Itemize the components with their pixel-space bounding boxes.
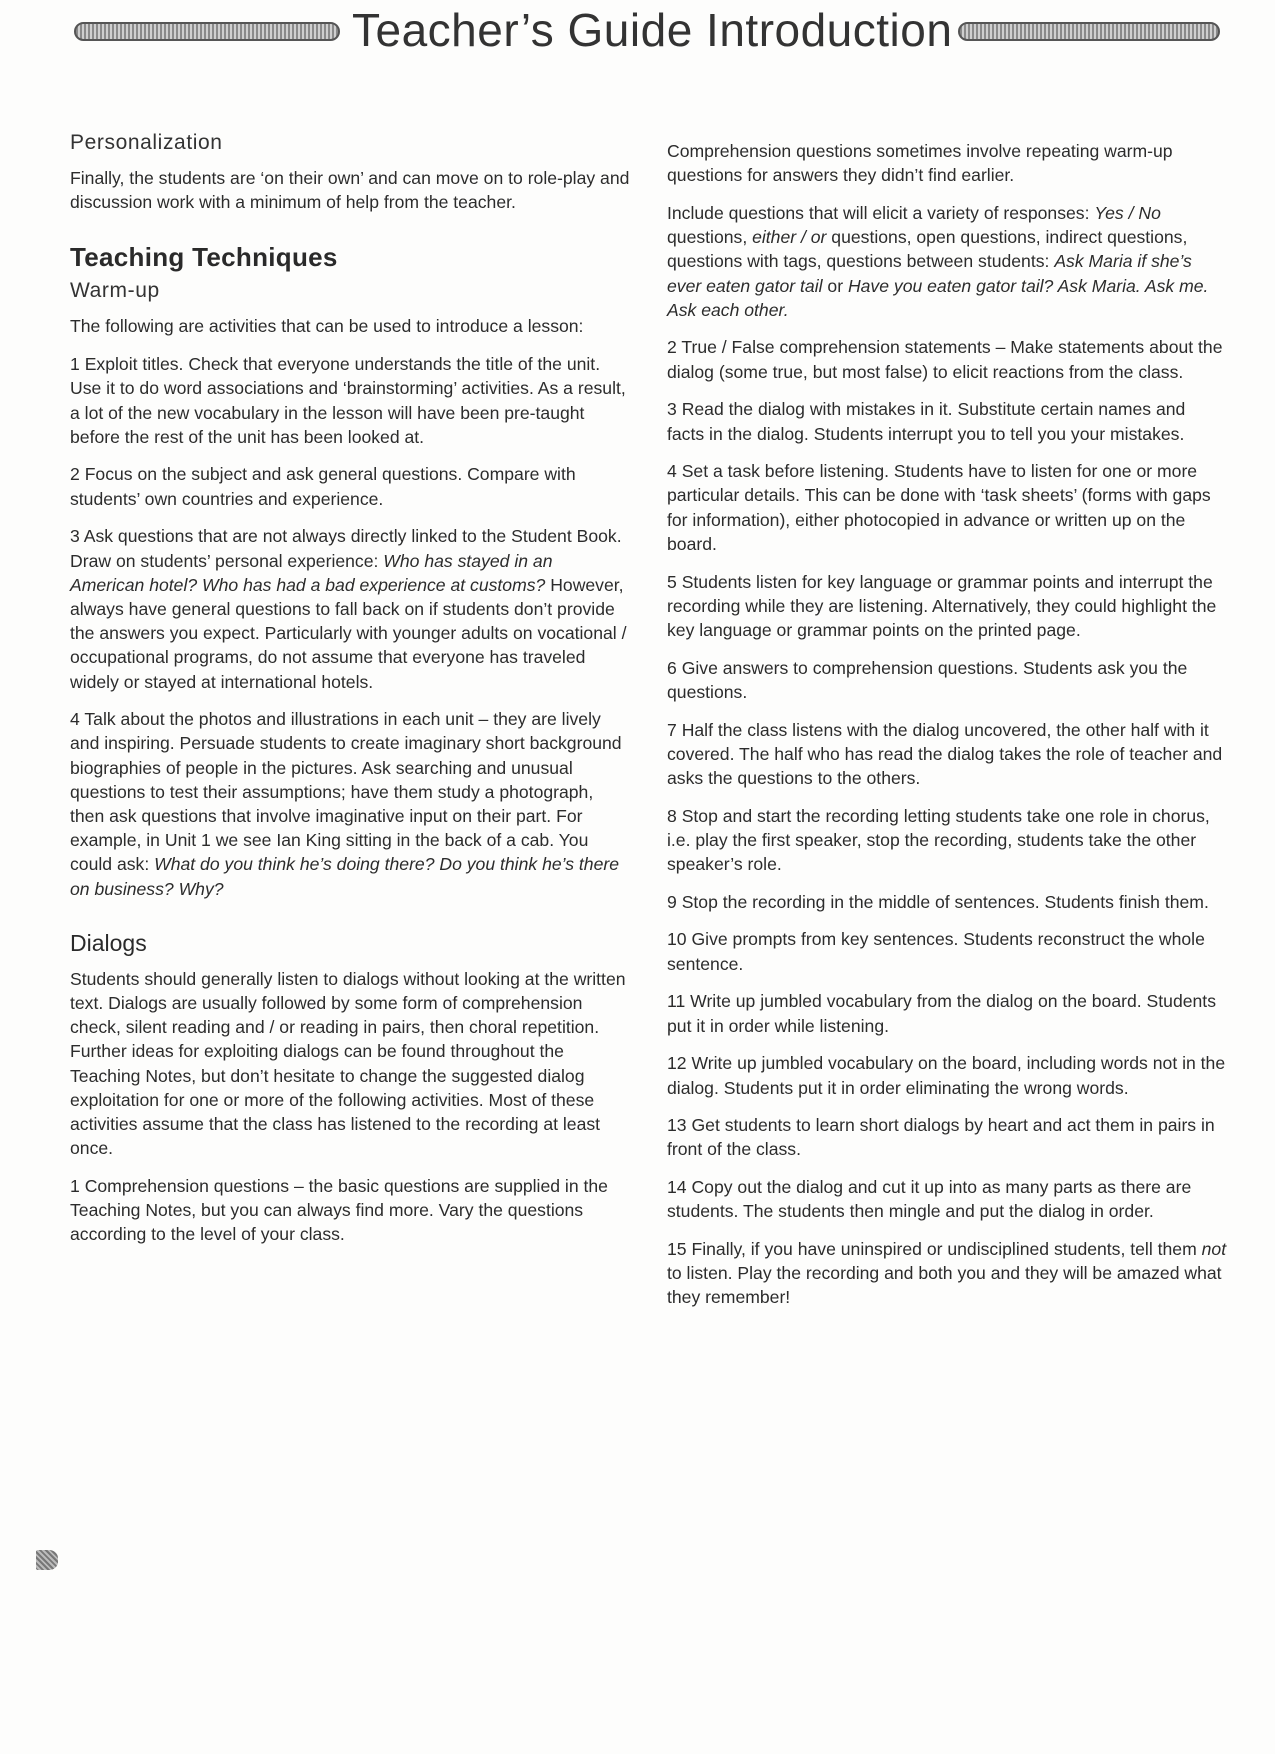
item-number: 3 — [70, 526, 80, 547]
dialogs-item — [667, 1113, 1227, 1161]
item-text: Give answers to comprehension questions. Students ask you the questions. — [667, 657, 1188, 702]
item-number: 8 — [667, 805, 677, 826]
item-italic-text: not — [1201, 1239, 1227, 1260]
personalization-text: Finally, the students are ‘on their own’ and can move on to role-play and discussion work with a minimum of help from the teacher. — [70, 168, 630, 213]
item-text: Comprehension questions – the basic questions are supplied in the Teaching Notes, but you can always find more. Vary the questions according to the level of your class. — [70, 1176, 608, 1245]
item-text: Ask questions that are not always directly linked to the Student Book. Draw on students’ personal experience: — [70, 526, 622, 571]
italic-run: Have you eaten gator tail? Ask Maria. Ask me. Ask each other. — [667, 275, 1209, 320]
warmup-item — [70, 524, 630, 693]
dialogs-item — [667, 927, 1227, 975]
item-text: Finally, if you have uninspired or undisciplined students, tell them — [691, 1239, 1202, 1260]
dialogs-item — [667, 1051, 1227, 1099]
page-corner-mark-icon — [36, 1550, 58, 1570]
dialogs-item — [667, 656, 1227, 704]
item-number: 4 — [70, 709, 80, 730]
warmup-item — [70, 462, 630, 510]
item-number: 13 — [667, 1115, 687, 1136]
item-number: 1 — [70, 1176, 80, 1196]
dialogs-text: Students should generally listen to dialogs without looking at the written text. Dialogs are usually followed by some form of comprehension check, silent reading and / or reading in pairs, then choral repetition. Further ideas for exploiting dialogs can be found throughout the Teaching Notes, but don’t hesitate to change the suggested dialog exploitation for one or more of the following activities. Most of these activities assume that the class has listened to the recording at least once. — [70, 968, 626, 1159]
item-text: Stop and start the recording letting students take one role in chorus, i.e. play the first speaker, stop the recording, students take the other speaker’s role. — [667, 805, 1210, 875]
item-number: 9 — [667, 891, 677, 912]
item-text: However, always have general questions to fall back on if students don’t provide the answers you expect. Particularly with younger adults on vocational / occupational programs, do not assume that everyone has traveled widely or stayed at international hotels. — [70, 574, 627, 692]
item-italic-text: What do you think he’s doing there? Do you think he’s there on business? Why? — [70, 854, 620, 899]
dialogs-heading: Dialogs — [70, 929, 147, 956]
item-number: 3 — [667, 399, 677, 420]
warmup-item — [70, 707, 630, 901]
item-text: to listen. Play the recording and both you and they will be amazed what they remember! — [667, 1263, 1222, 1308]
item-text: Set a task before listening. Students have to listen for one or more particular details. This can be done with ‘task sheets’ (forms with gaps for information), either photocopied in advance or written up on the board. — [667, 461, 1211, 554]
item-text: Write up jumbled vocabulary on the board, including words not in the dialog. Students put it in order eliminating the wrong words. — [667, 1053, 1226, 1098]
item-number: 11 — [667, 991, 686, 1012]
warmup-intro: The following are activities that can be used to introduce a lesson: — [70, 316, 584, 337]
item-number: 10 — [667, 929, 687, 950]
text-run: or — [822, 275, 848, 296]
item-number: 2 — [70, 464, 80, 485]
item-number: 1 — [70, 354, 80, 375]
item-text: Get students to learn short dialogs by heart and act them in pairs in front of the class. — [667, 1115, 1215, 1160]
item-number: 4 — [667, 461, 677, 482]
text-run: questions, open questions, indirect questions, questions with tags, questions between students: — [667, 227, 1188, 272]
item-number: 15 — [667, 1239, 687, 1260]
decorative-bar-right — [958, 22, 1220, 41]
text-run: Include questions that will elicit a variety of responses: — [667, 202, 1095, 223]
warmup-item — [70, 352, 630, 449]
right-column — [667, 139, 1227, 1323]
item-text: Students listen for key language or grammar points and interrupt the recording while they are listening. Alternatively, they could highlight the key language or grammar points on the printed page. — [667, 571, 1217, 640]
item-number: 7 — [667, 719, 677, 740]
dialogs-item — [667, 1237, 1227, 1310]
dialogs-item — [70, 1174, 630, 1247]
teaching-techniques-heading: Teaching Techniques — [70, 242, 338, 273]
dialogs-item — [667, 890, 1227, 914]
item-text: Talk about the photos and illustrations in each unit – they are lively and inspiring. Persuade students to create imaginary short background biographies of people in the pictures. Ask searching and unusual questions to test their assumptions; have them study a photograph, then ask questions that involve imaginative input on their part. For example, in Unit 1 we see Ian King sitting in the back of a cab. You could ask: — [70, 709, 622, 875]
item-number: 5 — [667, 571, 677, 592]
personalization-heading: Personalization — [70, 131, 223, 154]
item-text: Exploit titles. Check that everyone understands the title of the unit. Use it to do word associations and ‘brainstorming’ activities. As a result, a lot of the new vocabulary in the lesson will have been pre-taught before the rest of the unit has been looked at. — [70, 354, 626, 447]
question-variety-text — [667, 201, 1227, 322]
warmup-heading: Warm-up — [70, 279, 160, 303]
item-text: True / False comprehension statements – Make statements about the dialog (some true, but most false) to elicit reactions from the class. — [667, 337, 1223, 382]
item-text: Read the dialog with mistakes in it. Substitute certain names and facts in the dialog. Students interrupt you to tell you your mistakes. — [667, 399, 1186, 444]
decorative-bar-left — [74, 22, 340, 41]
item-number: 6 — [667, 657, 677, 678]
item-text: Focus on the subject and ask general questions. Compare with students’ own countries and experience. — [70, 464, 576, 509]
item-text: Copy out the dialog and cut it up into as many parts as there are students. The students then mingle and put the dialog in order. — [667, 1177, 1192, 1222]
dialogs-item — [667, 397, 1227, 445]
italic-run: Yes / No — [1094, 202, 1161, 223]
dialogs-item — [667, 570, 1227, 643]
dialogs-item — [667, 459, 1227, 556]
dialogs-item — [667, 1175, 1227, 1223]
item-number: 14 — [667, 1177, 687, 1198]
italic-run: either / or — [752, 227, 827, 248]
comprehension-text: Comprehension questions sometimes involve repeating warm-up questions for answers they didn’t find earlier. — [667, 141, 1173, 186]
page-header — [0, 0, 1275, 60]
item-number: 12 — [667, 1053, 687, 1074]
item-text: Stop the recording in the middle of sentences. Students finish them. — [681, 891, 1209, 912]
item-number: 2 — [667, 337, 677, 358]
item-text: Half the class listens with the dialog uncovered, the other half with it covered. The half who has read the dialog takes the role of teacher and asks the questions to the others. — [667, 719, 1223, 788]
page-title: Teacher’s Guide Introduction — [352, 4, 953, 56]
item-text: Give prompts from key sentences. Students reconstruct the whole sentence. — [667, 929, 1205, 974]
dialogs-item — [667, 335, 1227, 383]
item-text: Write up jumbled vocabulary from the dialog on the board. Students put it in order while listening. — [667, 991, 1216, 1036]
dialogs-item — [667, 804, 1227, 877]
item-italic-text: Who has stayed in an American hotel? Who has had a bad experience at customs? — [70, 550, 553, 595]
italic-run: Ask Maria if she’s ever eaten gator tail — [667, 251, 1192, 296]
left-column — [70, 130, 630, 1260]
text-run: questions, — [667, 227, 753, 248]
dialogs-item — [667, 989, 1227, 1037]
dialogs-item — [667, 718, 1227, 791]
